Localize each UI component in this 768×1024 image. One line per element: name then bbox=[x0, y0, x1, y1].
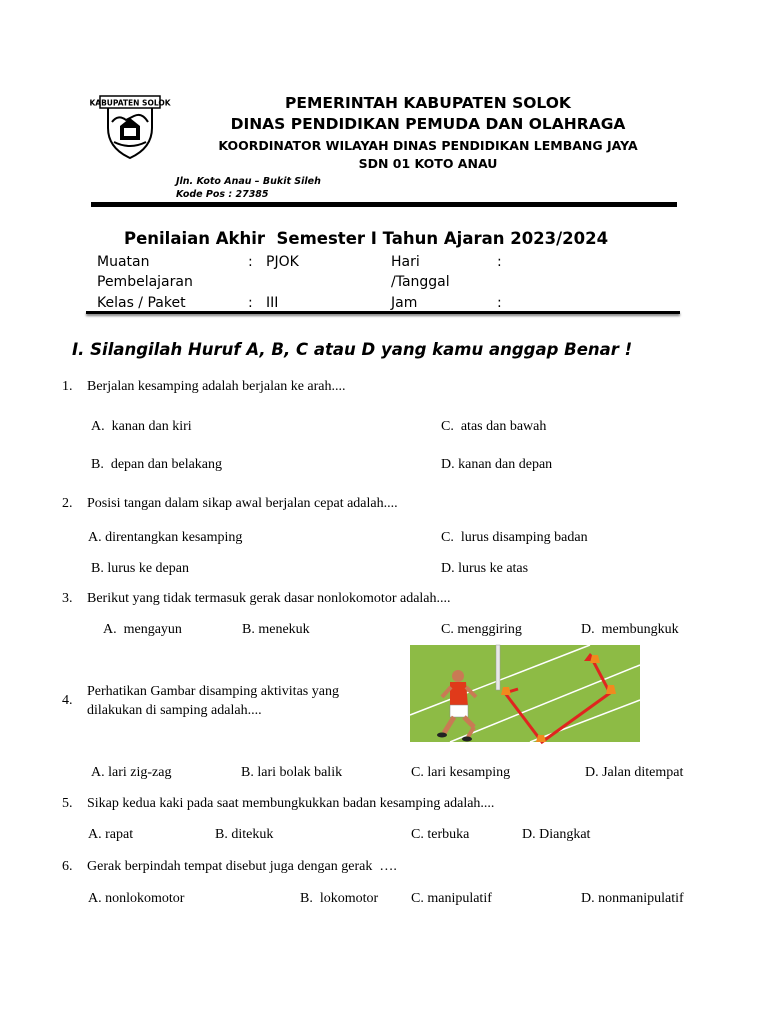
muatan-colon: : bbox=[248, 254, 253, 270]
option-b[interactable]: B. lari bolak balik bbox=[241, 765, 343, 780]
header-coordinator: KOORDINATOR WILAYAH DINAS PENDIDIKAN LEMBANG JAYA bbox=[218, 138, 638, 153]
jam-colon: : bbox=[497, 295, 502, 311]
muatan-value: PJOK bbox=[266, 254, 299, 270]
header-department: DINAS PENDIDIKAN PEMUDA DAN OLAHRAGA bbox=[230, 115, 626, 133]
hari-label: Hari bbox=[391, 254, 420, 270]
kelas-colon: : bbox=[248, 295, 253, 311]
section-heading: I. Silangilah Huruf A, B, C atau D yang kamu anggap Benar ! bbox=[72, 340, 633, 359]
header-government: PEMERINTAH KABUPATEN SOLOK bbox=[285, 94, 571, 112]
option-d[interactable]: D. membungkuk bbox=[581, 622, 679, 637]
hari-label-2: /Tanggal bbox=[391, 274, 450, 290]
question-text: Posisi tangan dalam sikap awal berjalan cepat adalah.... bbox=[87, 496, 398, 511]
question-number: 3. bbox=[62, 591, 73, 606]
hari-colon: : bbox=[497, 254, 502, 270]
option-a[interactable]: A. direntangkan kesamping bbox=[88, 530, 243, 545]
header-school: SDN 01 KOTO ANAU bbox=[358, 156, 498, 171]
question-text-2: dilakukan di samping adalah.... bbox=[87, 703, 262, 718]
question-text: Perhatikan Gambar disamping aktivitas yang bbox=[87, 684, 339, 699]
muatan-label: Muatan bbox=[97, 254, 150, 270]
question-number: 1. bbox=[62, 379, 73, 394]
zigzag-run-illustration bbox=[410, 645, 640, 742]
option-d[interactable]: D. Diangkat bbox=[522, 827, 591, 842]
option-d[interactable]: D. Jalan ditempat bbox=[585, 765, 684, 780]
question-number: 2. bbox=[62, 496, 73, 511]
option-a[interactable]: A. lari zig-zag bbox=[91, 765, 172, 780]
question-text: Berjalan kesamping adalah berjalan ke arah.... bbox=[87, 379, 346, 394]
svg-text:KABUPATEN SOLOK: KABUPATEN SOLOK bbox=[89, 98, 171, 108]
info-divider bbox=[86, 311, 680, 314]
option-b[interactable]: B. lokomotor bbox=[300, 891, 379, 906]
option-c[interactable]: C. lurus disamping badan bbox=[441, 530, 588, 545]
option-b[interactable]: B. depan dan belakang bbox=[91, 457, 223, 472]
question-number: 6. bbox=[62, 859, 73, 874]
option-d[interactable]: D. lurus ke atas bbox=[441, 561, 529, 576]
question-text: Berikut yang tidak termasuk gerak dasar nonlokomotor adalah.... bbox=[87, 591, 451, 606]
option-a[interactable]: A. kanan dan kiri bbox=[91, 419, 192, 434]
option-a[interactable]: A. nonlokomotor bbox=[88, 891, 185, 906]
option-c[interactable]: C. menggiring bbox=[441, 622, 522, 637]
question-text: Gerak berpindah tempat disebut juga dengan gerak …. bbox=[87, 859, 397, 874]
exam-title: Penilaian Akhir Semester I Tahun Ajaran 2023/2024 bbox=[124, 229, 609, 248]
question-number: 5. bbox=[62, 796, 73, 811]
kelas-value: III bbox=[266, 295, 279, 311]
option-c[interactable]: C. lari kesamping bbox=[411, 765, 511, 780]
option-c[interactable]: C. terbuka bbox=[411, 827, 470, 842]
header-postal-code: Kode Pos : 27385 bbox=[176, 189, 269, 200]
option-a[interactable]: A. rapat bbox=[88, 827, 134, 842]
option-d[interactable]: D. nonmanipulatif bbox=[581, 891, 684, 906]
kelas-label: Kelas / Paket bbox=[97, 295, 186, 311]
header-address: Jln. Koto Anau – Bukit Sileh bbox=[176, 176, 321, 187]
option-b[interactable]: B. lurus ke depan bbox=[91, 561, 189, 576]
jam-label: Jam bbox=[391, 295, 418, 311]
option-d[interactable]: D. kanan dan depan bbox=[441, 457, 553, 472]
option-c[interactable]: C. atas dan bawah bbox=[441, 419, 547, 434]
question-number: 4. bbox=[62, 693, 73, 708]
regency-logo bbox=[89, 92, 171, 162]
option-b[interactable]: B. menekuk bbox=[242, 622, 310, 637]
option-c[interactable]: C. manipulatif bbox=[411, 891, 492, 906]
option-b[interactable]: B. ditekuk bbox=[215, 827, 274, 842]
muatan-label-2: Pembelajaran bbox=[97, 274, 193, 290]
option-a[interactable]: A. mengayun bbox=[103, 622, 182, 637]
question-text: Sikap kedua kaki pada saat membungkukkan badan kesamping adalah.... bbox=[87, 796, 495, 811]
header-divider bbox=[91, 202, 677, 207]
